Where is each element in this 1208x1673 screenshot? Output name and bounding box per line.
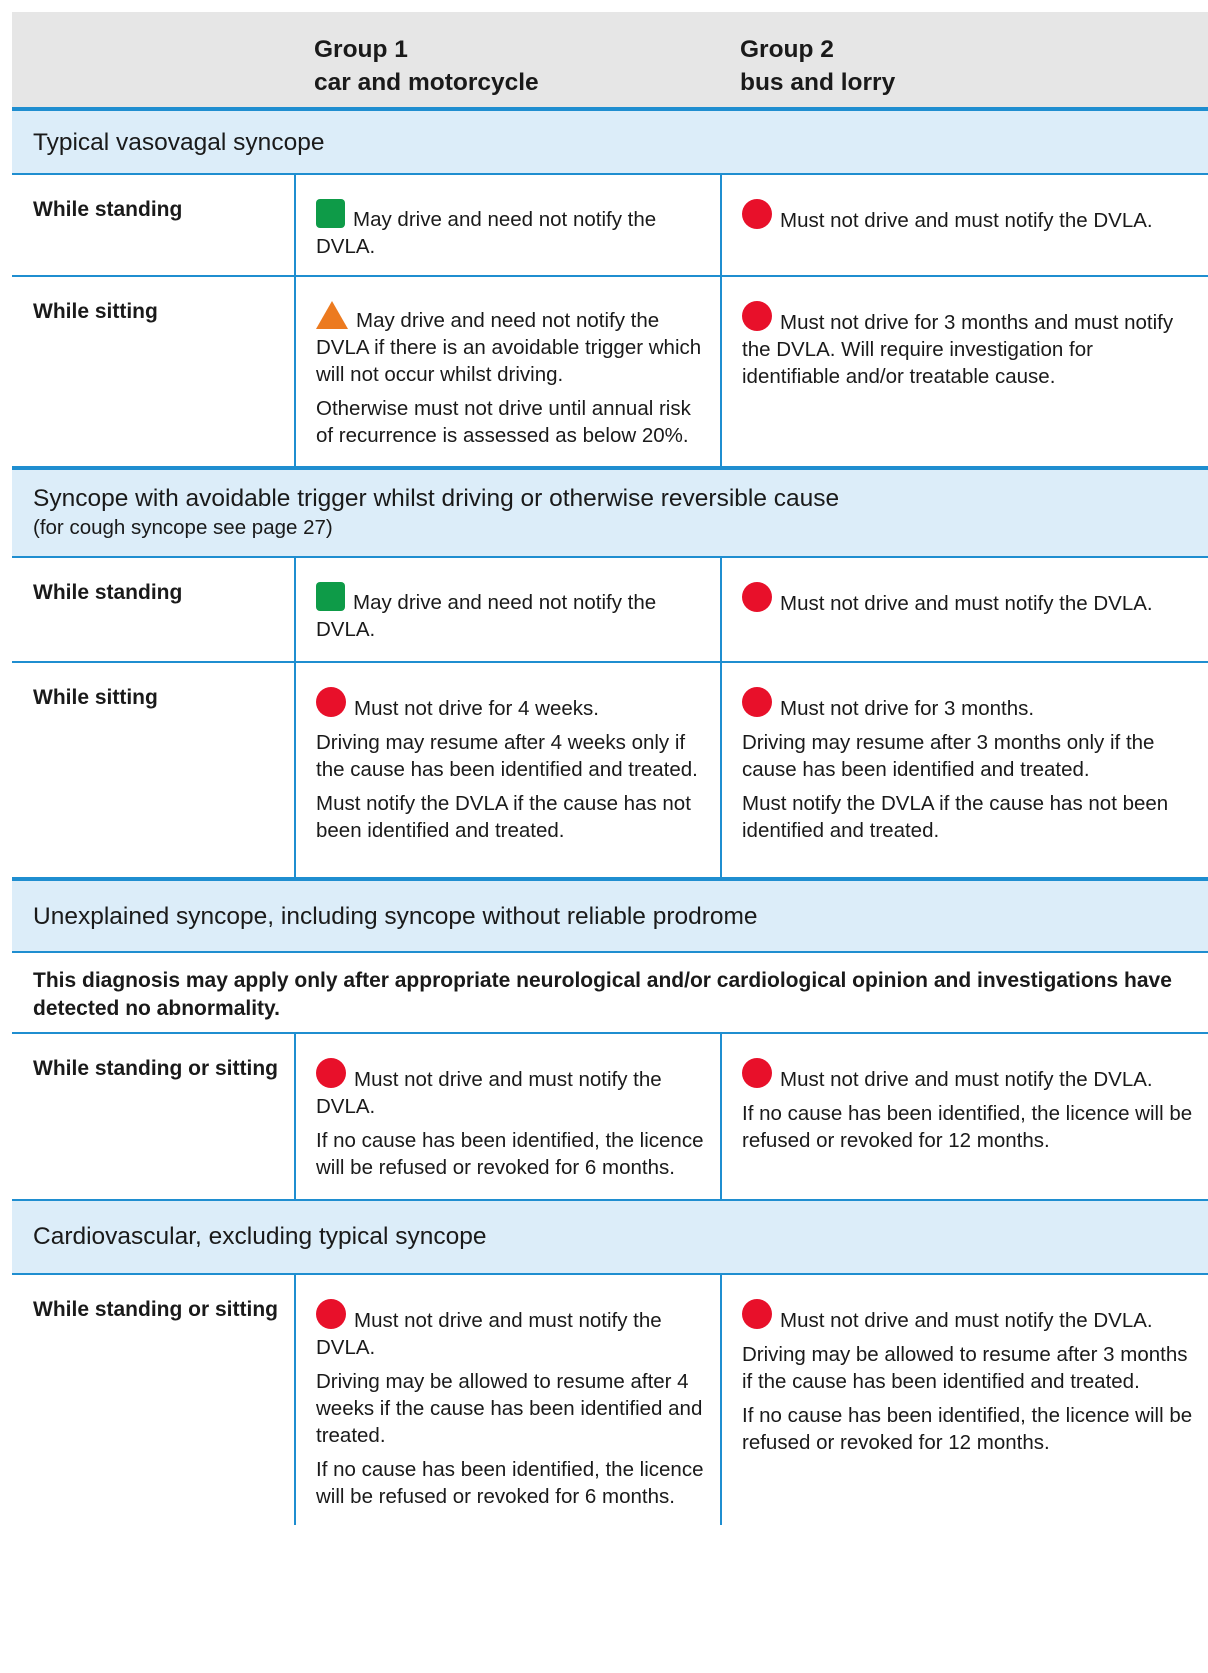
group2-cell [720,175,1208,275]
rule-line: Must not drive for 4 weeks. [354,697,599,720]
rule-detail [316,790,706,844]
rule-detail [316,1368,706,1449]
rule-detail [742,1402,1194,1456]
rule-line: Must not drive and must notify the DVLA. [780,1068,1153,1091]
row-label: While standing or sitting [33,1057,278,1080]
table-row [12,1034,1208,1201]
group2-cell [720,1034,1208,1199]
rule-line: Driving may resume after 3 months only if the cause has been identified and treated. [742,731,1155,781]
group2-cell [720,558,1208,661]
red-circle-icon [742,1299,772,1329]
row-label: While standing [33,581,183,604]
green-square-icon [316,199,345,228]
table-header [12,12,1208,111]
rule-detail [742,729,1194,783]
red-circle-icon [742,687,772,717]
group1-cell [294,1034,720,1199]
rule-line: Otherwise must not drive until annual risk of recurrence is assessed as below 20%. [316,397,691,447]
section-note: This diagnosis may apply only after appropriate neurological and/or cardiological opinion and investigations have detected no abnormality. [12,953,1208,1034]
rule-detail [742,1100,1194,1154]
section-title: Syncope with avoidable trigger whilst driving or otherwise reversible cause [33,485,840,512]
table-row [12,558,1208,663]
group2-cell [720,277,1208,466]
table-row [12,663,1208,881]
rule-detail [316,1127,706,1181]
red-circle-icon [316,1299,346,1329]
rule-text [742,687,1194,722]
rule-line: Must not drive and must notify the DVLA. [780,592,1153,615]
red-circle-icon [742,199,772,229]
group2-cell [720,1275,1208,1525]
group1-subtitle: car and motorcycle [314,69,539,96]
green-square-icon [316,582,345,611]
section-title: Typical vasovagal syncope [33,129,325,156]
rule-text [316,582,706,643]
rule-line: Driving may resume after 4 weeks only if the cause has been identified and treated. [316,731,698,781]
rule-detail [316,729,706,783]
rule-line: If no cause has been identified, the licence will be refused or revoked for 6 months. [316,1129,704,1179]
rule-line: Must not drive for 3 months and must notify the DVLA. Will require investigation for identifiable and/or treatable cause. [742,311,1174,388]
section-typical-vasovagal [12,111,1208,175]
rule-text [316,687,706,722]
row-label: While sitting [33,300,158,323]
rule-text [742,199,1194,234]
red-circle-icon [742,582,772,612]
red-circle-icon [316,1058,346,1088]
rule-line: If no cause has been identified, the licence will be refused or revoked for 12 months. [742,1404,1193,1454]
red-circle-icon [742,301,772,331]
rule-line: If no cause has been identified, the licence will be refused or revoked for 6 months. [316,1458,704,1508]
rule-text [742,582,1194,617]
rule-detail [742,790,1194,844]
rule-text [742,1299,1194,1334]
rule-line: May drive and need not notify the DVLA if there is an avoidable trigger which will not occur whilst driving. [316,309,702,386]
group2-title: Group 2 [740,36,834,63]
rule-line: May drive and need not notify the DVLA. [316,591,657,641]
rule-text [742,301,1194,390]
rule-line: Must not drive and must notify the DVLA. [316,1309,662,1359]
rule-detail [316,1456,706,1510]
rule-text [742,1058,1194,1093]
group1-title: Group 1 [314,36,408,63]
rule-detail [742,1341,1194,1395]
amber-triangle-icon [316,301,348,329]
rule-line: Must not drive and must notify the DVLA. [780,209,1153,232]
section-avoidable-trigger [12,470,1208,558]
rule-detail [316,395,706,449]
table-row [12,175,1208,277]
rule-line: Driving may be allowed to resume after 3 months if the cause has been identified and treated. [742,1343,1188,1393]
rule-line: Must not drive and must notify the DVLA. [316,1068,662,1118]
rule-text [316,199,706,260]
table-row [12,1275,1208,1525]
group1-header [314,33,539,99]
section-subtitle: (for cough syncope see page 27) [33,516,333,539]
rule-line: Must notify the DVLA if the cause has not been identified and treated. [742,792,1169,842]
row-label: While standing or sitting [33,1298,278,1321]
group2-subtitle: bus and lorry [740,69,896,96]
group1-cell [294,663,720,877]
red-circle-icon [316,687,346,717]
section-unexplained [12,881,1208,953]
row-label: While sitting [33,686,158,709]
group2-header [740,33,895,99]
rule-line: May drive and need not notify the DVLA. [316,208,657,258]
section-title: Cardiovascular, excluding typical syncope [33,1223,487,1250]
red-circle-icon [742,1058,772,1088]
group1-cell [294,1275,720,1525]
rule-text [316,1058,706,1120]
rule-text [316,301,706,388]
group1-cell [294,277,720,466]
rule-line: Driving may be allowed to resume after 4 weeks if the cause has been identified and treated. [316,1370,703,1447]
section-title: Unexplained syncope, including syncope without reliable prodrome [33,903,758,930]
group1-cell [294,175,720,275]
row-label: While standing [33,198,183,221]
table-row [12,277,1208,470]
rule-line: Must not drive for 3 months. [780,697,1035,720]
group2-cell [720,663,1208,877]
group1-cell [294,558,720,661]
dvla-syncope-table [12,12,1208,1525]
rule-text [316,1299,706,1361]
rule-line: Must notify the DVLA if the cause has not been identified and treated. [316,792,691,842]
rule-line: If no cause has been identified, the licence will be refused or revoked for 12 months. [742,1102,1193,1152]
rule-line: Must not drive and must notify the DVLA. [780,1309,1153,1332]
section-cardiovascular [12,1201,1208,1275]
